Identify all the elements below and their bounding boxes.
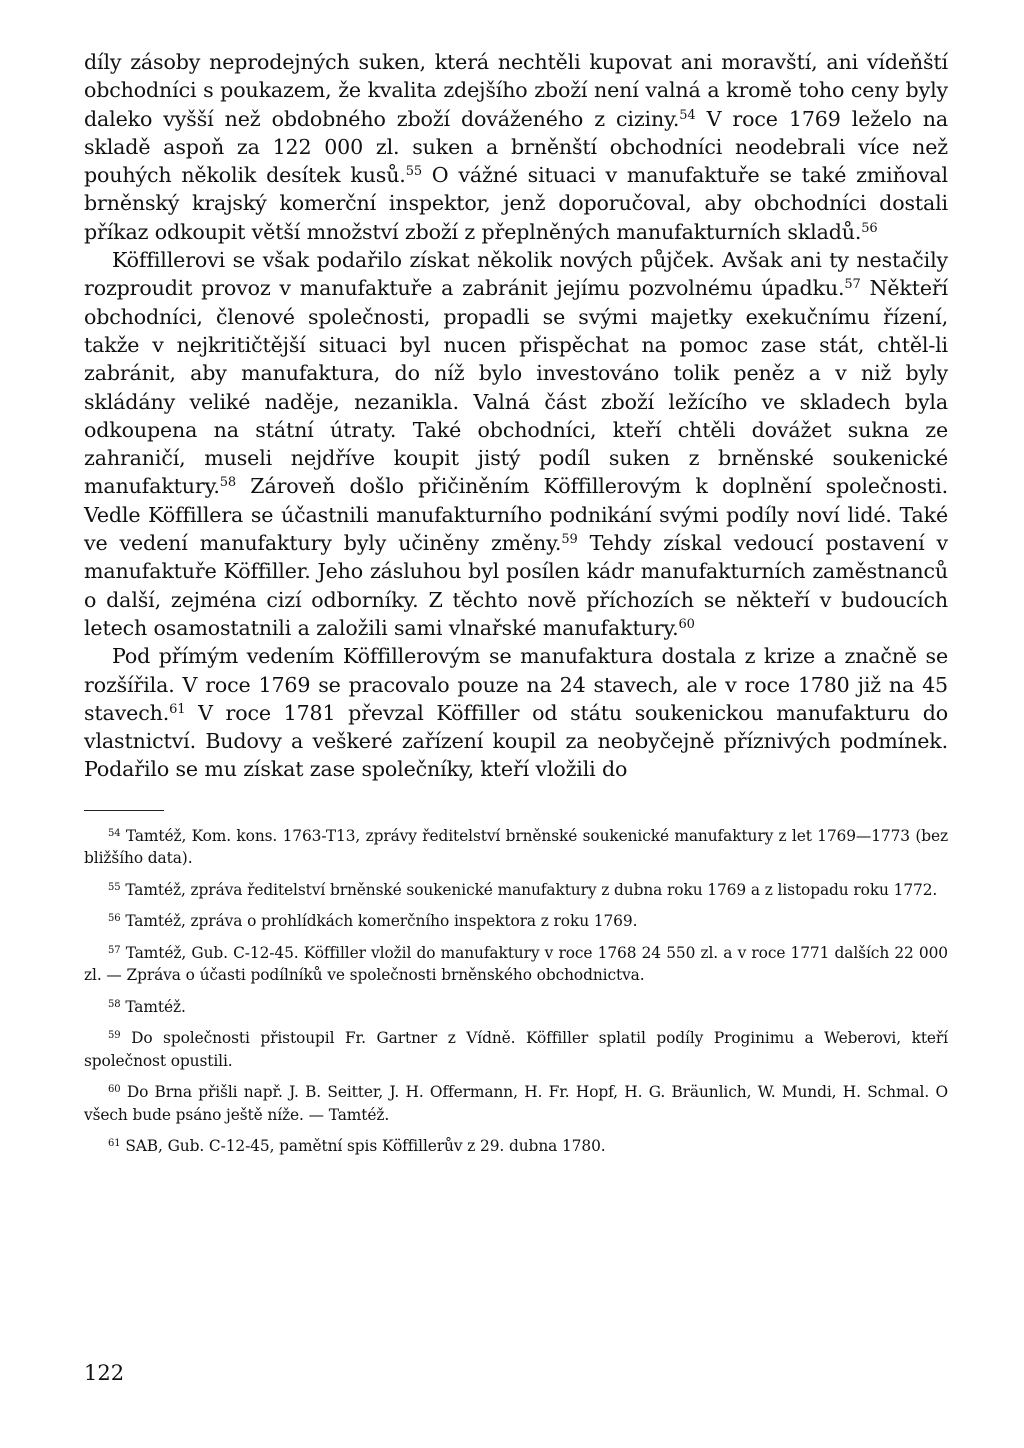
paragraph-text: V roce 1781 převzal Köffiller od státu soukenickou manufakturu do vlastnictví. Budovy a veškeré zařízení koupil za neobyčejně příznivých podmínek. Podařilo se mu získat zase společníky, kteří vložili do — [84, 700, 948, 782]
footnote — [84, 942, 948, 987]
footnote — [84, 1081, 948, 1126]
footnote-ref: 58 — [219, 475, 236, 491]
footnote-ref: 56 — [861, 220, 878, 236]
book-page — [84, 48, 948, 1167]
footnote-number: 54 — [108, 827, 121, 839]
footnote-ref: 59 — [561, 532, 578, 548]
paragraph-text: Köffillerovi se však podařilo získat několik nových půjček. Avšak ani ty nestačily rozproudit provoz v manufaktuře a zabránit jejímu pozvolnému úpadku. — [84, 248, 948, 301]
footnote-divider — [84, 810, 164, 811]
footnote — [84, 1135, 948, 1158]
footnote-ref: 60 — [678, 616, 695, 632]
footnotes — [84, 825, 948, 1158]
paragraph-text: Pod přímým vedením Köffillerovým se manufaktura dostala z krize a značně se rozšířila. V roce 1769 se pracovalo pouze na 24 stavech, ale v roce 1780 již na 45 stavech. — [84, 644, 948, 725]
footnote-text: SAB, Gub. C-12-45, pamětní spis Köffillerův z 29. dubna 1780. — [120, 1137, 606, 1156]
footnote-number: 61 — [108, 1138, 121, 1150]
main-text — [84, 48, 948, 784]
paragraph — [84, 48, 948, 246]
footnote-number: 56 — [108, 913, 121, 925]
paragraph-text: Zároveň došlo přičiněním Köffillerovým k doplnění společnosti. Vedle Köffillera se účastnili manufakturního podnikání svými podíly noví lidé. Také ve vedení manufaktury byly učiněny změny. — [84, 474, 948, 556]
footnote-ref: 55 — [405, 164, 422, 180]
paragraph — [84, 642, 948, 783]
footnote-text: Tamtéž. — [120, 997, 186, 1016]
footnote — [84, 825, 948, 870]
footnote-number: 60 — [108, 1084, 121, 1096]
footnote-number: 58 — [108, 998, 121, 1010]
paragraph-text: Tehdy získal vedoucí postavení v manufaktuře Köffiller. Jeho zásluhou byl posílen kádr manufakturních zaměstnanců o další, zejména cizí odborníky. Z těchto nově příchozích se někteří v budoucích letech osamostatnili a založili sami vlnařské manufaktury. — [84, 531, 949, 640]
footnote-text: Do společnosti přistoupil Fr. Gartner z Vídně. Köffiller splatil podíly Proginimu a Weberovi, kteří společnost opustili. — [84, 1029, 948, 1070]
footnote-ref: 57 — [844, 277, 861, 293]
footnote-number: 59 — [108, 1030, 121, 1042]
paragraph — [84, 246, 948, 642]
footnote-text: Tamtéž, zpráva ředitelství brněnské soukenické manufaktury z dubna roku 1769 a z listopadu roku 1772. — [120, 880, 938, 899]
footnote — [84, 996, 948, 1019]
paragraph-text: V roce 1769 leželo na skladě aspoň za 122 000 zl. suken a brněnští obchodníci neodebrali více než pouhých několik desítek kusů. — [84, 106, 948, 188]
footnote — [84, 879, 948, 902]
paragraph-text: O vážné situaci v manufaktuře se také zmiňoval brněnský krajský komerční inspektor, jenž doporučoval, aby obchodníci dostali příkaz odkoupit větší množství zboží z přeplněných manufakturních skladů. — [84, 163, 948, 244]
paragraph-text: Někteří obchodníci, členové společnosti, propadli se svými majetky exekučnímu řízení, takže v nejkritičtější situaci byl nucen přispěchat na pomoc zase stát, chtěl-li zabránit, aby manufaktura, do níž bylo investováno tolik peněz a v niž byly skládány veliké naděje, nezanikla. Valná část zboží ležícího ve skladech byla odkoupena na státní útraty. Také obchodníci, kteří chtěli dovážet sukna ze zahraničí, museli nejdříve koupit jistý podíl suken z brněnské soukenické manufaktury. — [84, 276, 948, 499]
footnote-ref: 54 — [679, 107, 696, 123]
footnote-number: 57 — [108, 944, 121, 956]
footnote-text: Tamtéž, zpráva o prohlídkách komerčního inspektora z roku 1769. — [120, 912, 638, 931]
paragraph-text: díly zásoby neprodejných suken, která nechtěli kupovat ani moravští, ani vídeňští obchodníci s poukazem, že kvalita zdejšího zboží není valná a kromě toho ceny byly daleko vyšší než obdobného zboží dováženého z ciziny. — [84, 50, 948, 131]
footnote — [84, 910, 948, 933]
footnote-ref: 61 — [169, 701, 186, 717]
footnote-text: Do Brna přišli např. J. B. Seitter, J. H. Offermann, H. Fr. Hopf, H. G. Bräunlich, W. Mundi, H. Schmal. O všech bude psáno ještě níže. — Tamtéž. — [84, 1083, 948, 1124]
footnote-text: Tamtéž, Kom. kons. 1763-T13, zprávy ředitelství brněnské soukenické manufaktury z let 1769—1773 (bez bližšího data). — [84, 826, 948, 868]
footnote-number: 55 — [108, 881, 121, 893]
footnote — [84, 1027, 948, 1072]
footnote-text: Tamtéž, Gub. C-12-45. Köffiller vložil do manufaktury v roce 1768 24 550 zl. a v roce 1771 dalších 22 000 zl. — Zpráva o účasti podílníků ve společnosti brněnského obchodnictva. — [84, 943, 948, 985]
page-number: 122 — [84, 1361, 125, 1385]
